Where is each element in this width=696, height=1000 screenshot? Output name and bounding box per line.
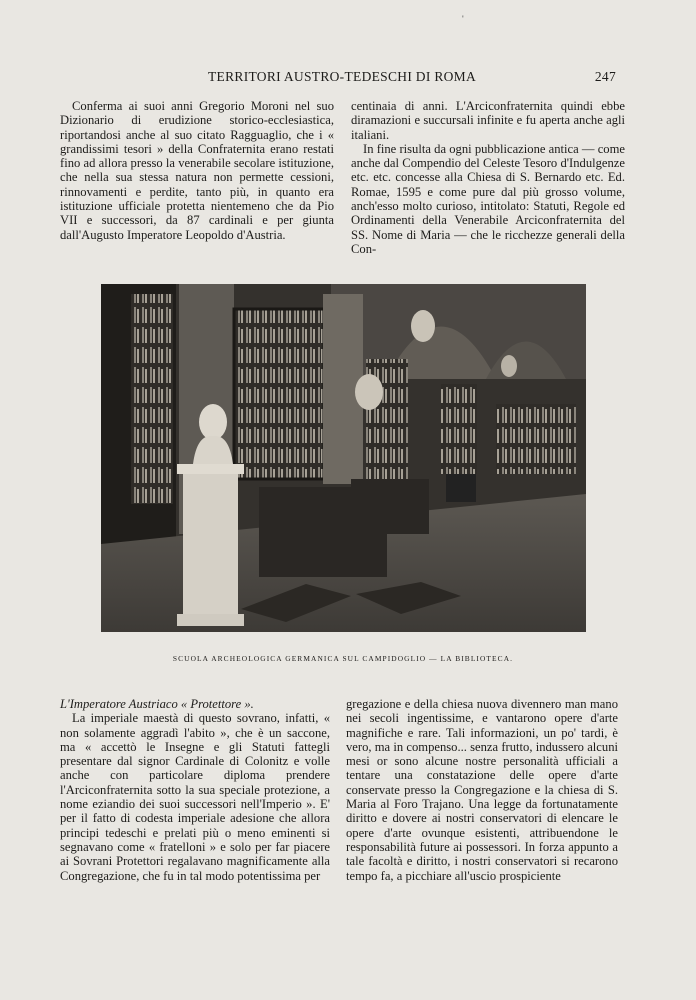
paragraph-gregazione: gregazione e della chiesa nuova divennero man mano nei secoli ingentissime, e vantarono opere d'arte magnifiche e rare. Tali informazioni, un po' tardi, è vero, ma in compenso... senza frutto, indussero alcuni mesi or sono alcune nostre personalità ufficiali a tentare una constatazione delle opere d'arte conservate presso la Congregazione e la chiesa di S. Maria al Foro Trajano. Una legge da fortunatamente diritto e dovere ai nostri conservatori di elencare le opere d'arte ovunque esistenti, attribuendone le responsabilità future ai possessori. In forza appunto a tale facoltà e diritto, i nostri conservatori si recarono tempo fa, a picchiare all'uscio prospiciente bbox=[346, 697, 618, 883]
running-header bbox=[60, 69, 626, 87]
figure-caption: SCUOLA ARCHEOLOGICA GERMANICA SUL CAMPIDOGLIO — LA BIBLIOTECA. bbox=[172, 654, 514, 663]
text-column-left-bottom bbox=[60, 697, 330, 883]
library-illustration bbox=[101, 284, 586, 632]
section-heading: L'Imperatore Austriaco « Protettore ». bbox=[60, 697, 254, 711]
paragraph-compendio: In fine risulta da ogni pubblicazione antica — come anche dal Compendio del Celeste Tesoro d'Indulgenze etc. etc. concesse alla Chiesa di S. Bernardo etc. Ed. Romae, 1595 e come pure dal più grosso volume, anch'esso molto curioso, intitolato: Statuti, Regole ed Ordinamenti della Venerabile Arciconfraternita del SS. Nome di Maria — che le ricchezze generali della Con- bbox=[351, 141, 625, 256]
paragraph-continuation: centinaia di anni. L'Arciconfraternita quindi ebbe diramazioni e succursali infinite e fu aperta anche agli italiani. bbox=[351, 99, 625, 142]
header-title: TERRITORI AUSTRO-TEDESCHI DI ROMA bbox=[208, 69, 477, 84]
text-column-right-bottom bbox=[346, 697, 618, 883]
library-photograph bbox=[101, 284, 586, 632]
text-column-left-top bbox=[60, 99, 334, 242]
text-column-right-top bbox=[351, 99, 625, 256]
corner-mark: ' bbox=[462, 14, 464, 24]
page-number: 247 bbox=[594, 69, 616, 84]
paragraph-imperiale: La imperiale maestà di questo sovrano, infatti, « non solamente aggradì l'abito », che è un saccone, ma « accettò le Insegne e gli Statuti fattegli presentare dal signor Cardinale di Colonitz e volle anche con particolare diploma prendere l'Arciconfraternita sotto la sua speciale protezione, a nome eziandio dei suoi successori nell'Imperio ». E' per il fatto di codesta imperiale adesione che allora principi tedeschi e prelati più o meno eminenti si segnavano come « fratelloni » e solo per far piacere ai Sovrani Protettori regalavano magnificamente alla Congregazione, che fu in tal modo potentissima per bbox=[60, 711, 330, 883]
paragraph-moroni: Conferma ai suoi anni Gregorio Moroni nel suo Dizionario di erudizione storico-ecclesiastica, riportandosi anche al suo citato Ragguaglio, che i « grandissimi tesori » della Confraternita erano restati fino ad allora presso la venerabile secolare istituzione, che nella sua stessa natura non permette cessioni, rinnovamenti e perdite, tanto più, in quanto era istituzione ufficiale protetta nientemeno che da Pio VII e successori, da 87 cardinali e per giunta dall'Augusto Imperatore Leopoldo d'Austria. bbox=[60, 99, 334, 242]
